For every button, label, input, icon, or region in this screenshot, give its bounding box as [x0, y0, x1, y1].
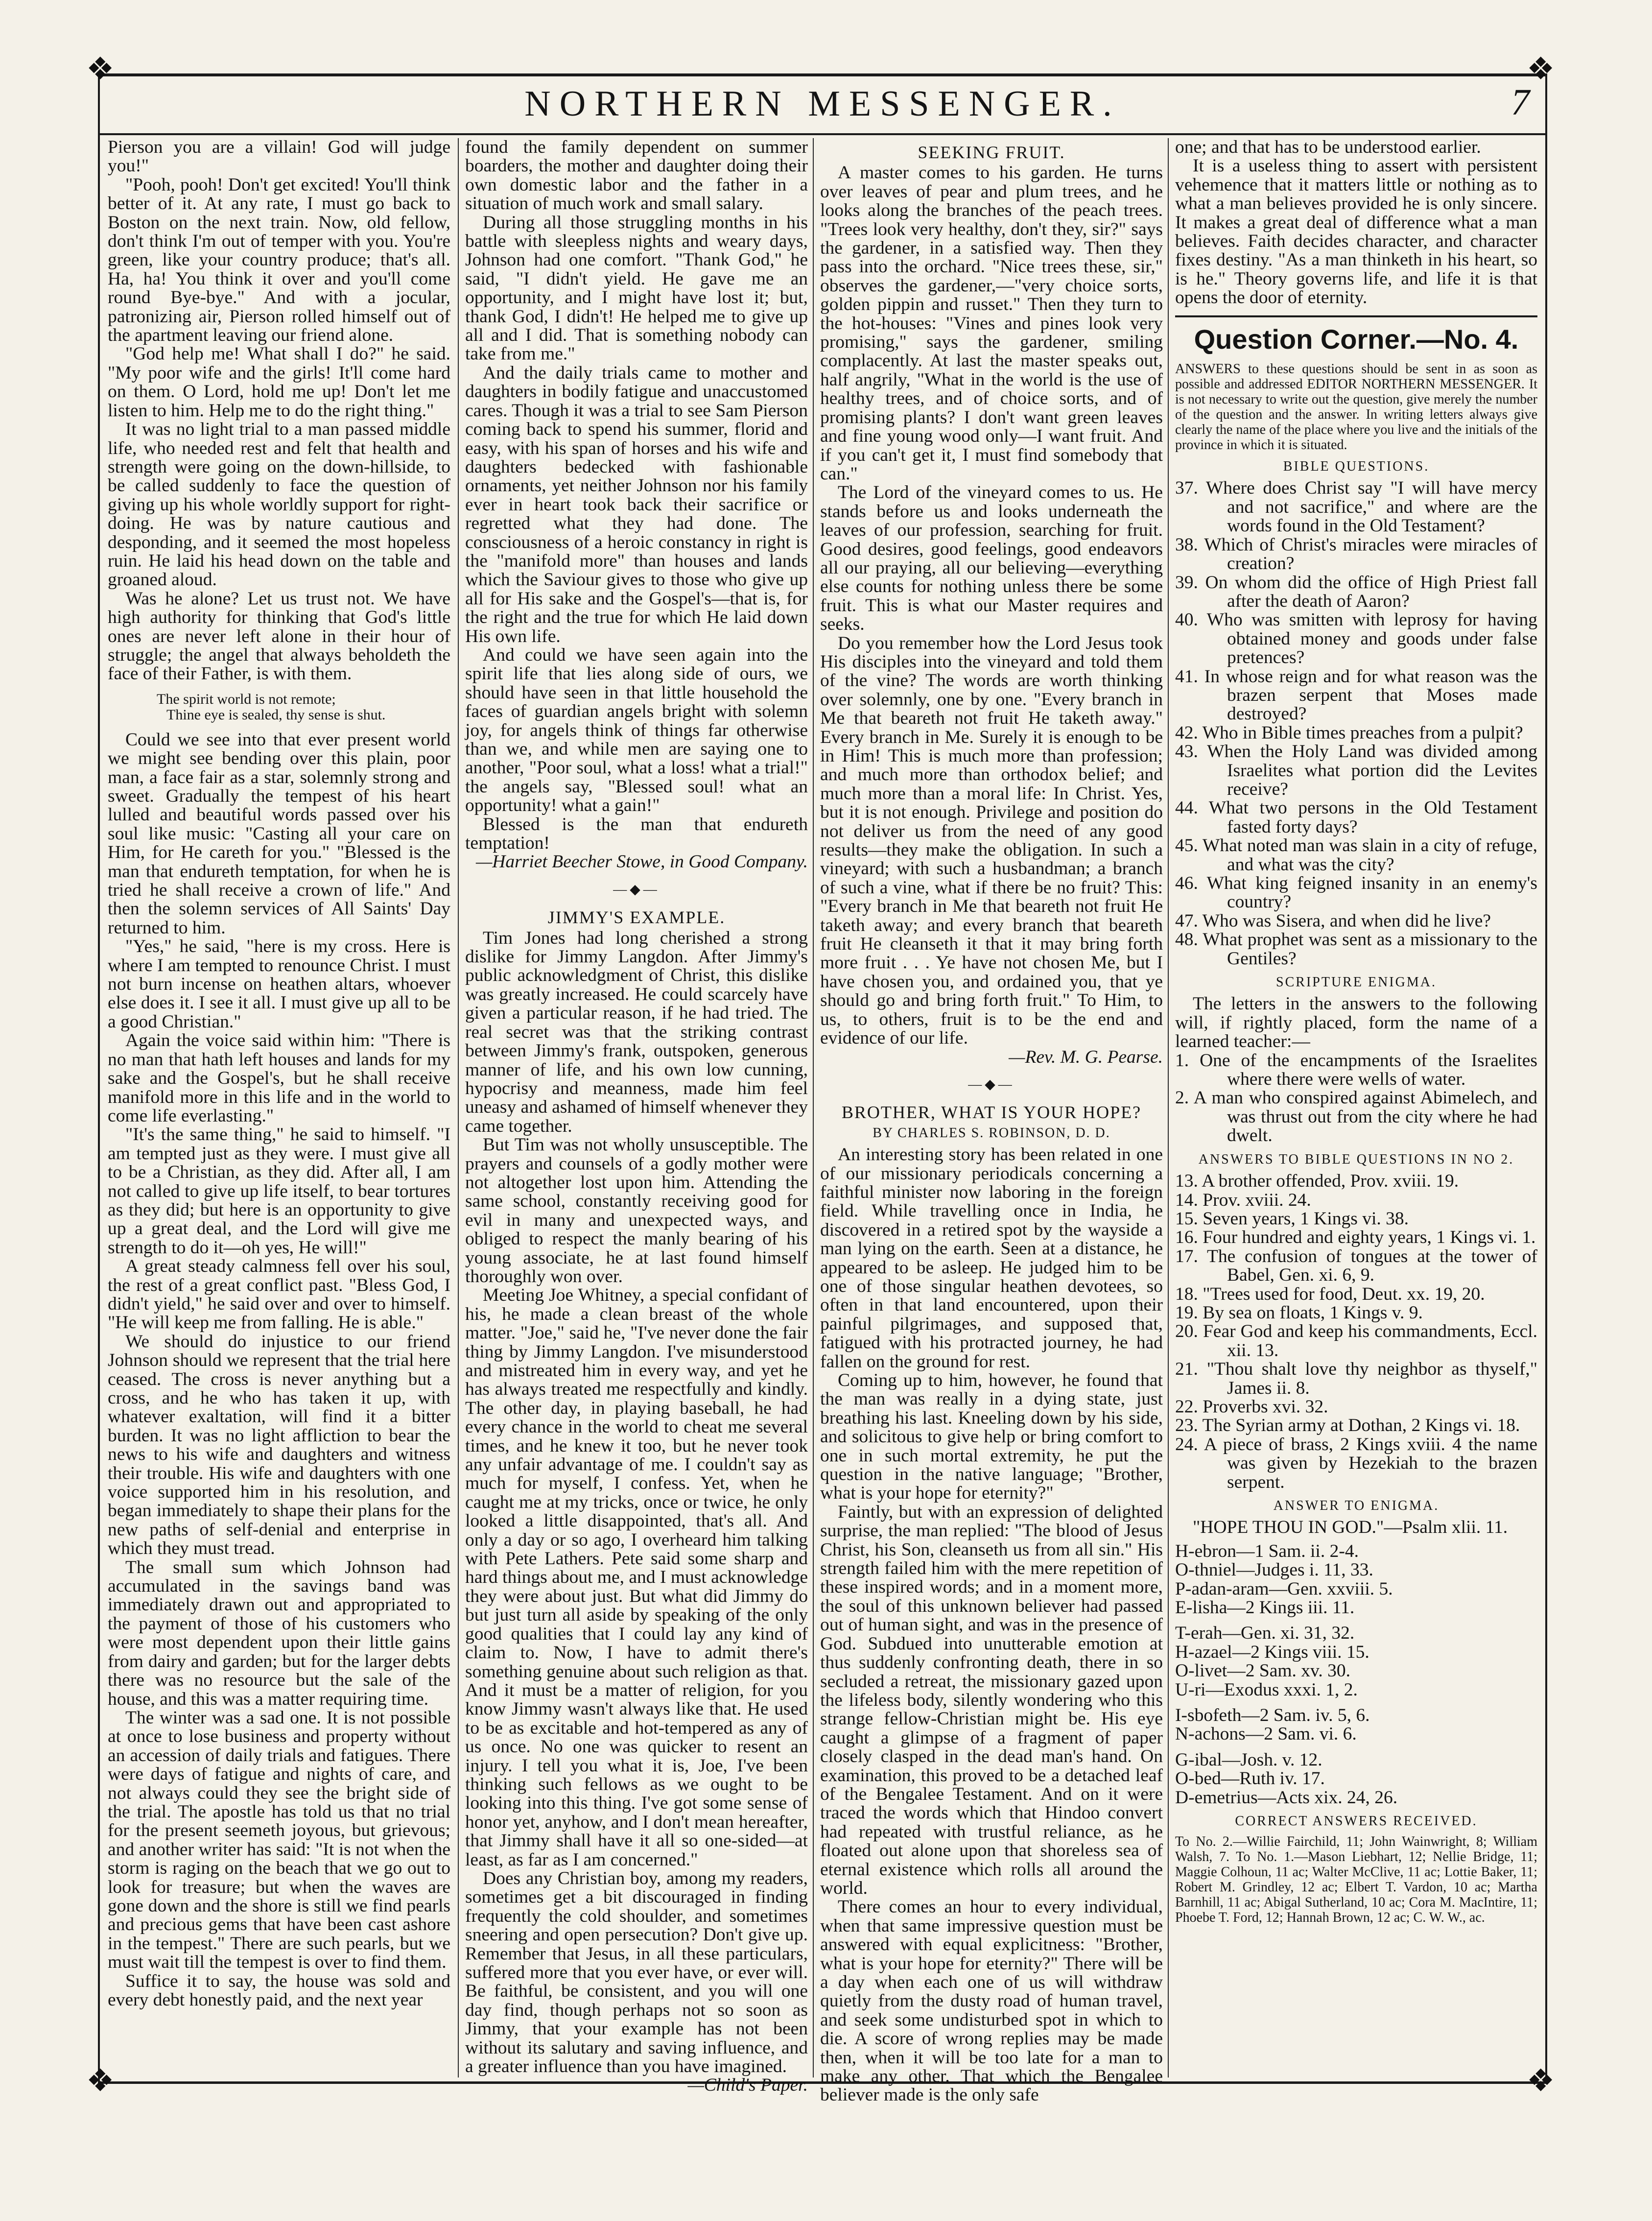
- paragraph: There comes an hour to every individual, when that same impressive question must be answered with equal explicitness: "Brother, what is your hope for eternity?" There will be a day when each one of us will withdraw quietly from the dusty road of human travel, and seek some undisturbed spot in which to die. A score of wrong replies may be made then, when it will be too late for a man to make any other. That which the Bengalee believer made is the only safe: [820, 1897, 1163, 2105]
- list-item: 24. A piece of brass, 2 Kings xviii. 4 the name was given by Hezekiah to the brazen serpent.: [1175, 1434, 1537, 1492]
- paragraph: During all those struggling months in his battle with sleepless nights and weary days, Johnson had one comfort. "Thank God," he said, "I didn't yield. He gave me an opportunity, and I might have lost it; but, thank God, I didn't! He helped me to give up all and I did. That is something nobody can take from me.": [465, 212, 808, 364]
- list-item: 20. Fear God and keep his commandments, Eccl. xii. 13.: [1175, 1321, 1537, 1361]
- enigma-answer-group: [1175, 1751, 1537, 1807]
- paragraph: "Pooh, pooh! Don't get excited! You'll think better of it. At any rate, I must go back to Boston on the next train. Now, old fellow, don't think I'm out of temper with you. You're green, like your country produce; that's all. Ha, ha! You think it over and you'll come round Bye-bye." And with a jocular, patronizing air, Pierson rolled himself out of the apartment leaving our friend alone.: [108, 174, 450, 346]
- page-number: 7: [1511, 82, 1530, 123]
- enigma-answer-group: [1175, 1624, 1537, 1699]
- corner-ornament-icon: ❖: [1527, 2063, 1555, 2098]
- article-byline: BY CHARLES S. ROBINSON, D. D.: [873, 1125, 1110, 1141]
- corner-ornament-icon: ❖: [86, 2063, 115, 2098]
- paragraph: Again the voice said within him: "There is no man that hath left houses and lands for my sake and the Gospel's, but he shall receive manifold more in this life and in the world to come life everlasting.": [108, 1030, 450, 1126]
- list-item: N-achons—2 Sam. vi. 6.: [1175, 1724, 1357, 1744]
- enigma-answer-heading: ANSWER TO ENIGMA.: [1273, 1498, 1440, 1513]
- list-item: 39. On whom did the office of High Priest fall after the death of Aaron?: [1175, 572, 1537, 611]
- question-corner-title: Question Corner.—No. 4.: [1194, 323, 1519, 355]
- enigma-list: [1175, 1051, 1537, 1146]
- column-1: [108, 138, 450, 2078]
- column-divider: [813, 138, 814, 2078]
- paragraph: Tim Jones had long cherished a strong dislike for Jimmy Langdon. After Jimmy's public acknowledgment of Christ, this dislike was greatly increased. He could scarcely have given a particular reason, if he had tried. The real secret was that the striking contrast between Jimmy's frank, outspoken, generous manner of life, and his own low cunning, hypocrisy and meanness, made him feel uneasy and ashamed of himself whenever they came together.: [465, 928, 808, 1136]
- column-2: [465, 137, 808, 2096]
- list-item: 22. Proverbs xvi. 32.: [1175, 1396, 1328, 1417]
- masthead: [98, 73, 1547, 137]
- answers-heading: ANSWERS TO BIBLE QUESTIONS IN NO 2.: [1198, 1151, 1514, 1167]
- list-item: T-erah—Gen. xi. 31, 32.: [1175, 1623, 1355, 1644]
- left-rule: [98, 73, 100, 2084]
- paragraph: "Yes," he said, "here is my cross. Here is where I am tempted to renounce Christ. I must not burn incense on heathen altars, whoever else does it. I see it all. I must give up all to be a good Christian.": [108, 936, 450, 1032]
- list-item: 38. Which of Christ's miracles were miracles of creation?: [1175, 534, 1537, 574]
- list-item: 48. What prophet was sent as a missionary to the Gentiles?: [1175, 930, 1537, 969]
- right-rule: [1545, 73, 1547, 2084]
- list-item: H-azael—2 Kings viii. 15.: [1175, 1642, 1369, 1662]
- answer-instructions: ANSWERS to these questions should be sent in as soon as possible and addressed EDITOR NORTHERN MESSENGER. It is not necessary to write out the question, give merely the number of the question and the answer. In writing letters always give clearly the name of the place where you live and the initials of the province in which it is situated.: [1175, 361, 1537, 453]
- list-item: 40. Who was smitten with leprosy for having obtained money and goods under false pretences?: [1175, 610, 1537, 668]
- list-item: 45. What noted man was slain in a city of refuge, and what was the city?: [1175, 836, 1537, 875]
- paragraph: It is a useless thing to assert with persistent vehemence that it matters little or nothing as to what a man believes provided he is only sincere. It makes a great deal of difference what a man believes. Faith decides character, and character fixes destiny. "As a man thinketh in his heart, so is he." Theory governs life, and life it is that opens the door of eternity.: [1175, 156, 1537, 308]
- list-item: 16. Four hundred and eighty years, 1 Kings vi. 1.: [1175, 1227, 1536, 1248]
- article-signature: —Harriet Beecher Stowe, in Good Company.: [475, 852, 808, 872]
- list-item: 18. "Trees used for food, Deut. xx. 19, 20.: [1175, 1284, 1485, 1304]
- paragraph: Was he alone? Let us trust not. We have high authority for thinking that God's little ones are never left alone in their hour of struggle; the angel that always beholdeth the face of their Father, is with them.: [108, 588, 450, 684]
- paragraph: Pierson you are a villain! God will judge you!": [108, 137, 450, 176]
- article-heading: BROTHER, WHAT IS YOUR HOPE?: [841, 1102, 1142, 1122]
- list-item: 14. Prov. xviii. 24.: [1175, 1190, 1311, 1210]
- paragraph: The letters in the answers to the following will, if rightly placed, form the name of a learned teacher:—: [1175, 994, 1537, 1052]
- paragraph: A great steady calmness fell over his soul, the rest of a great conflict past. "Bless God, I didn't yield," he said over and over to himself. "He will keep me from falling. He is able.": [108, 1256, 450, 1333]
- article-heading: JIMMY'S EXAMPLE.: [547, 908, 726, 928]
- list-item: 23. The Syrian army at Dothan, 2 Kings vi. 18.: [1175, 1415, 1520, 1436]
- list-item: 43. When the Holy Land was divided among Israelites what portion did the Levites receive?: [1175, 741, 1537, 799]
- correct-answers-heading: CORRECT ANSWERS RECEIVED.: [1235, 1814, 1478, 1829]
- column-divider: [458, 138, 459, 2078]
- bible-questions-list: [1175, 479, 1537, 968]
- bible-questions-heading: BIBLE QUESTIONS.: [1283, 459, 1430, 475]
- paragraph: An interesting story has been related in one of our missionary periodicals concerning a faithful minister now laboring in the foreign field. While travelling once in India, he discovered in a retired spot by the wayside a man lying on the earth. Seen at a distance, he appeared to be asleep. He judged him to be one of those singular heathen devotees, so often in that land encountered, upon their painful pilgrimages, and supposed that, fatigued with his protracted journey, he had fallen on the ground for rest.: [820, 1145, 1163, 1372]
- column-3: [820, 138, 1163, 2105]
- list-item: O-livet—2 Sam. xv. 30.: [1175, 1661, 1350, 1681]
- list-item: G-ibal—Josh. v. 12.: [1175, 1749, 1322, 1770]
- enigma-answer-group: [1175, 1542, 1537, 1618]
- paragraph: Faintly, but with an expression of delighted surprise, the man replied: "The blood of Jesus Christ, his Son, cleanseth us from all sin." His strength failed him with the mere repetition of these inspired words; and in a moment more, the soul of this unknown believer had passed out of human sight, and was in the presence of God. Subdued into unutterable emotion at thus suddenly confronting death, there in so secluded a retreat, the missionary gazed upon the lifeless body, silently wondering who this strange fellow-Christian might be. His eye caught a glimpse of a fragment of paper closely clasped in the dead man's hand. On examination, this proved to be a detached leaf of the Bengalee Testament. And on it were traced the words which that Hindoo convert had repeated with trustful reliance, as he floated out alone upon that shoreless sea of eternal existence which rolls all around the world.: [820, 1502, 1163, 1898]
- column-4: [1175, 138, 1537, 2078]
- paragraph: "It's the same thing," he said to himself. "I am tempted just as they were. I must give all to be a Christian, as they did. After all, I am not called to give up life itself, to bear tortures as they did; but here is an opportunity to give up a great deal, and the Lord will give me strength to do it—oh yes, He will!": [108, 1124, 450, 1258]
- list-item: 44. What two persons in the Old Testament fasted forty days?: [1175, 798, 1537, 837]
- paragraph: one; and that has to be understood earlier.: [1175, 137, 1481, 157]
- list-item: O-thniel—Judges i. 11, 33.: [1175, 1560, 1373, 1580]
- enigma-heading: SCRIPTURE ENIGMA.: [1276, 975, 1437, 990]
- list-item: 2. A man who conspired against Abimelech, and was thrust out from the city where he had dwelt.: [1175, 1088, 1537, 1146]
- paragraph: And the daily trials came to mother and daughters in bodily fatigue and unaccustomed cares. Though it was a trial to see Sam Pierson coming back to spend his summer, florid and easy, with his span of horses and his wife and daughters bedecked with fashionable ornaments, yet neither Johnson nor his family ever in heart took back their sacrifice or regretted what they had done. The consciousness of a heroic constancy in right is the "manifold more" than houses and lands which the Saviour gives to those who give up all for His sake and the Gospel's—that is, for the right and the true for which He laid down His own life.: [465, 362, 808, 646]
- paragraph: Do you remember how the Lord Jesus took His disciples into the vineyard and told them of the vine? The words are worth thinking over solemnly, one by one. "Every branch in Me that beareth not fruit He taketh away." Every branch in Me. Surely it is enough to be in Him! This is much more than profession; and much more than orthodox belief; and much more than a moral life: In Christ. Yes, but it is not enough. Privilege and position do not deliver us from the need of any good results—they make the obligation. In such a vineyard; with such a husbandman; a branch of such a vine, what if there be no fruit? This: "Every branch in Me that beareth not fruit He taketh away; and every branch that beareth fruit He cleanseth it that it may bring forth more fruit . . . Ye have not chosen Me, but I have chosen you, and ordained you, that ye should go and bring forth fruit." To Him, to us, to others, fruit is to be the end and evidence of our life.: [820, 633, 1163, 1049]
- paragraph: And could we have seen again into the spirit life that lies along side of ours, we should have seen in that little household the faces of guardian angels bright with solemn joy, for angels think of things far otherwise than we, and while men are saying one to another, "Poor soul, what a loss! what a trial!" the angels say, "Blessed soul! what an opportunity! what a gain!": [465, 645, 808, 816]
- enigma-answer-group: [1175, 1706, 1537, 1744]
- paragraph: Could we see into that ever present world we might see bending over this plain, poor man, a face fair as a star, solemnly strong and sweet. Gradually the tempest of his heart lulled and beautiful words passed over his soul like music: "Casting all your care on Him, for He careth for you." "Blessed is the man that endureth temptation, for when he is tried he shall receive a crown of life." And then the solemn services of All Saints' Day returned to him.: [108, 729, 450, 938]
- paragraph: It was no light trial to a man passed middle life, who needed rest and felt that health and strength were going on the down-hillside, to be called suddenly to face the question of giving up his whole worldly support for right-doing. He was by nature cautious and desponding, and it seemed the most hopeless ruin. He laid his head down on the table and groaned aloud.: [108, 419, 450, 590]
- paragraph: The winter was a sad one. It is not possible at once to lose business and property without an accession of daily trials and fatigues. There were days of fatigue and nights of care, and not always could they see the bright side of the trial. The apostle has told us that no trial for the present seemeth joyous, but grievous; and another writer has said: "It is not when the storm is raging on the beach that we go out to look for treasure; but when the waves are gone down and the shore is still we find pearls and precious gems that have been cast ashore in the tempest." There are such pearls, but we must wait till the tempest is over to find them.: [108, 1707, 450, 1973]
- paragraph: We should do injustice to our friend Johnson should we represent that the trial here ceased. The cross is never anything but a cross, and he who has taken it up, with whatever exaltation, will find it a bitter burden. It was no light affliction to bear the news to his wife and daughters and witness their trouble. His wife and daughters with one voice supported him in his resolution, and began immediately to shape their plans for the new paths of self-denial and enterprise in which they must tread.: [108, 1331, 450, 1559]
- poem-line: Thine eye is sealed, thy sense is shut.: [166, 706, 386, 723]
- paragraph: The small sum which Johnson had accumulated in the savings band was immediately drawn out and appropriated to the payment of those of his customers who were most dependent upon their little gains from dairy and garden; but for the larger debts there was no resource but the sale of the house, and this was a matter requiring time.: [108, 1557, 450, 1709]
- list-item: 1. One of the encampments of the Israelites where there were wells of water.: [1175, 1050, 1537, 1090]
- list-item: 41. In whose reign and for what reason was the brazen serpent that Moses made destroyed?: [1175, 666, 1538, 724]
- paragraph: The Lord of the vineyard comes to us. He stands before us and looks underneath the leaves of our profession, searching for fruit. Good desires, good feelings, good endeavors all our praying, all our believing—everything else counts for nothing unless there be some fruit. This is what our Master requires and seeks.: [820, 482, 1163, 635]
- corner-ornament-icon: ❖: [86, 51, 115, 86]
- list-item: O-bed—Ruth iv. 17.: [1175, 1768, 1325, 1789]
- list-item: 13. A brother offended, Prov. xviii. 19.: [1175, 1171, 1459, 1192]
- enigma-answer-title: "HOPE THOU IN GOD."—Psalm xlii. 11.: [1193, 1517, 1508, 1538]
- list-item: 15. Seven years, 1 Kings vi. 38.: [1175, 1208, 1409, 1229]
- list-item: 47. Who was Sisera, and when did he live?: [1175, 910, 1491, 931]
- newspaper-title: NORTHERN MESSENGER.: [524, 84, 1121, 124]
- paragraph: "God help me! What shall I do?" he said. "My poor wife and the girls! It'll come hard on them. O Lord, hold me up! Don't let me listen to him. Help me to do the right thing.": [108, 344, 450, 421]
- list-item: D-emetrius—Acts xix. 24, 26.: [1175, 1787, 1398, 1808]
- paragraph: Suffice it to say, the house was sold and every debt honestly paid, and the next year: [108, 1971, 450, 2010]
- list-item: H-ebron—1 Sam. ii. 2-4.: [1175, 1541, 1359, 1561]
- poem-line: The spirit world is not remote;: [157, 691, 336, 707]
- paragraph: Blessed is the man that endureth temptation!: [465, 814, 808, 854]
- divider-ornament-icon: —◆—: [968, 1076, 1015, 1092]
- article-signature: —Rev. M. G. Pearse.: [1009, 1047, 1163, 1067]
- paragraph: Meeting Joe Whitney, a special confidant of his, he made a clean breast of the whole matter. "Joe," said he, "I've never done the fair thing by Jimmy Langdon. I've misunderstood and mistreated him in every way, and yet he has always treated me respectfully and kindly. The other day, in playing baseball, he had every chance in the world to cheat me several times, and he knew it too, but he never took any unfair advantage of me. I couldn't say as much for myself, I confess. Yet, when he caught me at my tricks, once or twice, he only looked a little disappointed, that's all. And only a day or so ago, I overheard him talking with Pete Lathers. Pete said some sharp and hard things about me, and I must acknowledge they were about just. But what did Jimmy do but just turn all aside by speaking of the only good qualities that I could lay any kind of claim to. Now, I have to admit there's something genuine about such religion as that. And it must be a matter of religion, for you know Jimmy wasn't always like that. He used to be as excitable and hot-tempered as any of us once. No one was quicker to resent an injury. I tell you what it is, Joe, I've been thinking such fellows as we ought to be looking into this thing. I've got some sense of honor yet, anyhow, and I don't mean hereafter, that Jimmy shall have it all so one-sided—at least, as far as I am concerned.": [465, 1285, 808, 1870]
- answers-list: [1175, 1172, 1537, 1492]
- list-item: 17. The confusion of tongues at the tower of Babel, Gen. xi. 6, 9.: [1175, 1246, 1537, 1286]
- list-item: P-adan-aram—Gen. xxviii. 5.: [1175, 1578, 1393, 1599]
- list-item: U-ri—Exodus xxxi. 1, 2.: [1175, 1679, 1358, 1700]
- article-heading: SEEKING FRUIT.: [918, 143, 1065, 162]
- paragraph: A master comes to his garden. He turns over leaves of pear and plum trees, and he looks along the branches of the peach trees. "Trees look very healthy, don't they, sir?" says the gardener, in a satisfied way. Then they pass into the orchard. "Nice trees these, sir," observes the gardener,—"very choice sorts, golden pippin and russet." Then they turn to the hot-houses: "Vines and pines look very promising," says the gardener, smiling complacently. At last the master speaks out, half angrily, "What in the world is the use of healthy trees, and of choice sorts, and of promising plants? I don't want green leaves and fine young wood only—I want fruit. And if you can't get it, I must find somebody that can.": [820, 163, 1163, 484]
- list-item: 37. Where does Christ say "I will have mercy and not sacrifice," and where are the words found in the Old Testament?: [1175, 478, 1537, 536]
- correct-answers-text: To No. 2.—Willie Fairchild, 11; John Wainwright, 8; William Walsh, 7. To No. 1.—Mason Liebhart, 12; Nellie Bridge, 11; Maggie Colhoun, 11 ac; Walter McClive, 11 ac; Lottie Baker, 11; Robert M. Grindley, 12 ac; Elbert T. Vardon, 10 ac; Martha Barnhill, 11 ac; Abigal Sutherland, 10 ac; Cora M. MacIntire, 11; Phoebe T. Ford, 12; Hannah Brown, 12 ac; C. W. W., ac.: [1175, 1834, 1537, 1925]
- section-rule: [1175, 315, 1537, 317]
- corner-ornament-icon: ❖: [1527, 51, 1555, 86]
- article-signature: —Child's Paper.: [687, 2075, 808, 2096]
- paragraph: Coming up to him, however, he found that the man was really in a dying state, just breathing his last. Kneeling down by his side, and solicitous to give help or bring comfort to one in such mortal extremity, he put the question in the native language; "Brother, what is your hope for eternity?": [820, 1370, 1163, 1504]
- poem: [157, 692, 450, 723]
- list-item: E-lisha—2 Kings iii. 11.: [1175, 1598, 1355, 1618]
- list-item: I-sbofeth—2 Sam. iv. 5, 6.: [1175, 1705, 1370, 1726]
- divider-ornament-icon: —◆—: [613, 882, 660, 897]
- list-item: 46. What king feigned insanity in an enemy's country?: [1175, 873, 1537, 912]
- list-item: 19. By sea on floats, 1 Kings v. 9.: [1175, 1302, 1423, 1323]
- column-divider: [1168, 138, 1169, 2078]
- list-item: 21. "Thou shalt love thy neighbor as thyself," James ii. 8.: [1175, 1359, 1538, 1398]
- paragraph: Does any Christian boy, among my readers, sometimes get a bit discouraged in finding frequently the cold shoulder, and sometimes sneering and open persecution? Don't give up. Remember that Jesus, in all these particulars, suffered more that you ever have, or ever will. Be faithful, be consistent, and you will one day find, though perhaps not so soon as Jimmy, that your example has not been without its salutary and saving influence, and a greater influence than you have imagined.: [465, 1868, 808, 2077]
- list-item: 42. Who in Bible times preaches from a pulpit?: [1175, 722, 1523, 743]
- paragraph: But Tim was not wholly unsusceptible. The prayers and counsels of a godly mother were not altogether lost upon him. Attending the same school, constantly receiving good for evil in many and unexpected ways, and obliged to respect the manly bearing of his young associate, he at last found himself thoroughly won over.: [465, 1135, 808, 1287]
- paragraph: found the family dependent on summer boarders, the mother and daughter doing their own domestic labor and the father in a situation of much work and small salary.: [465, 137, 808, 214]
